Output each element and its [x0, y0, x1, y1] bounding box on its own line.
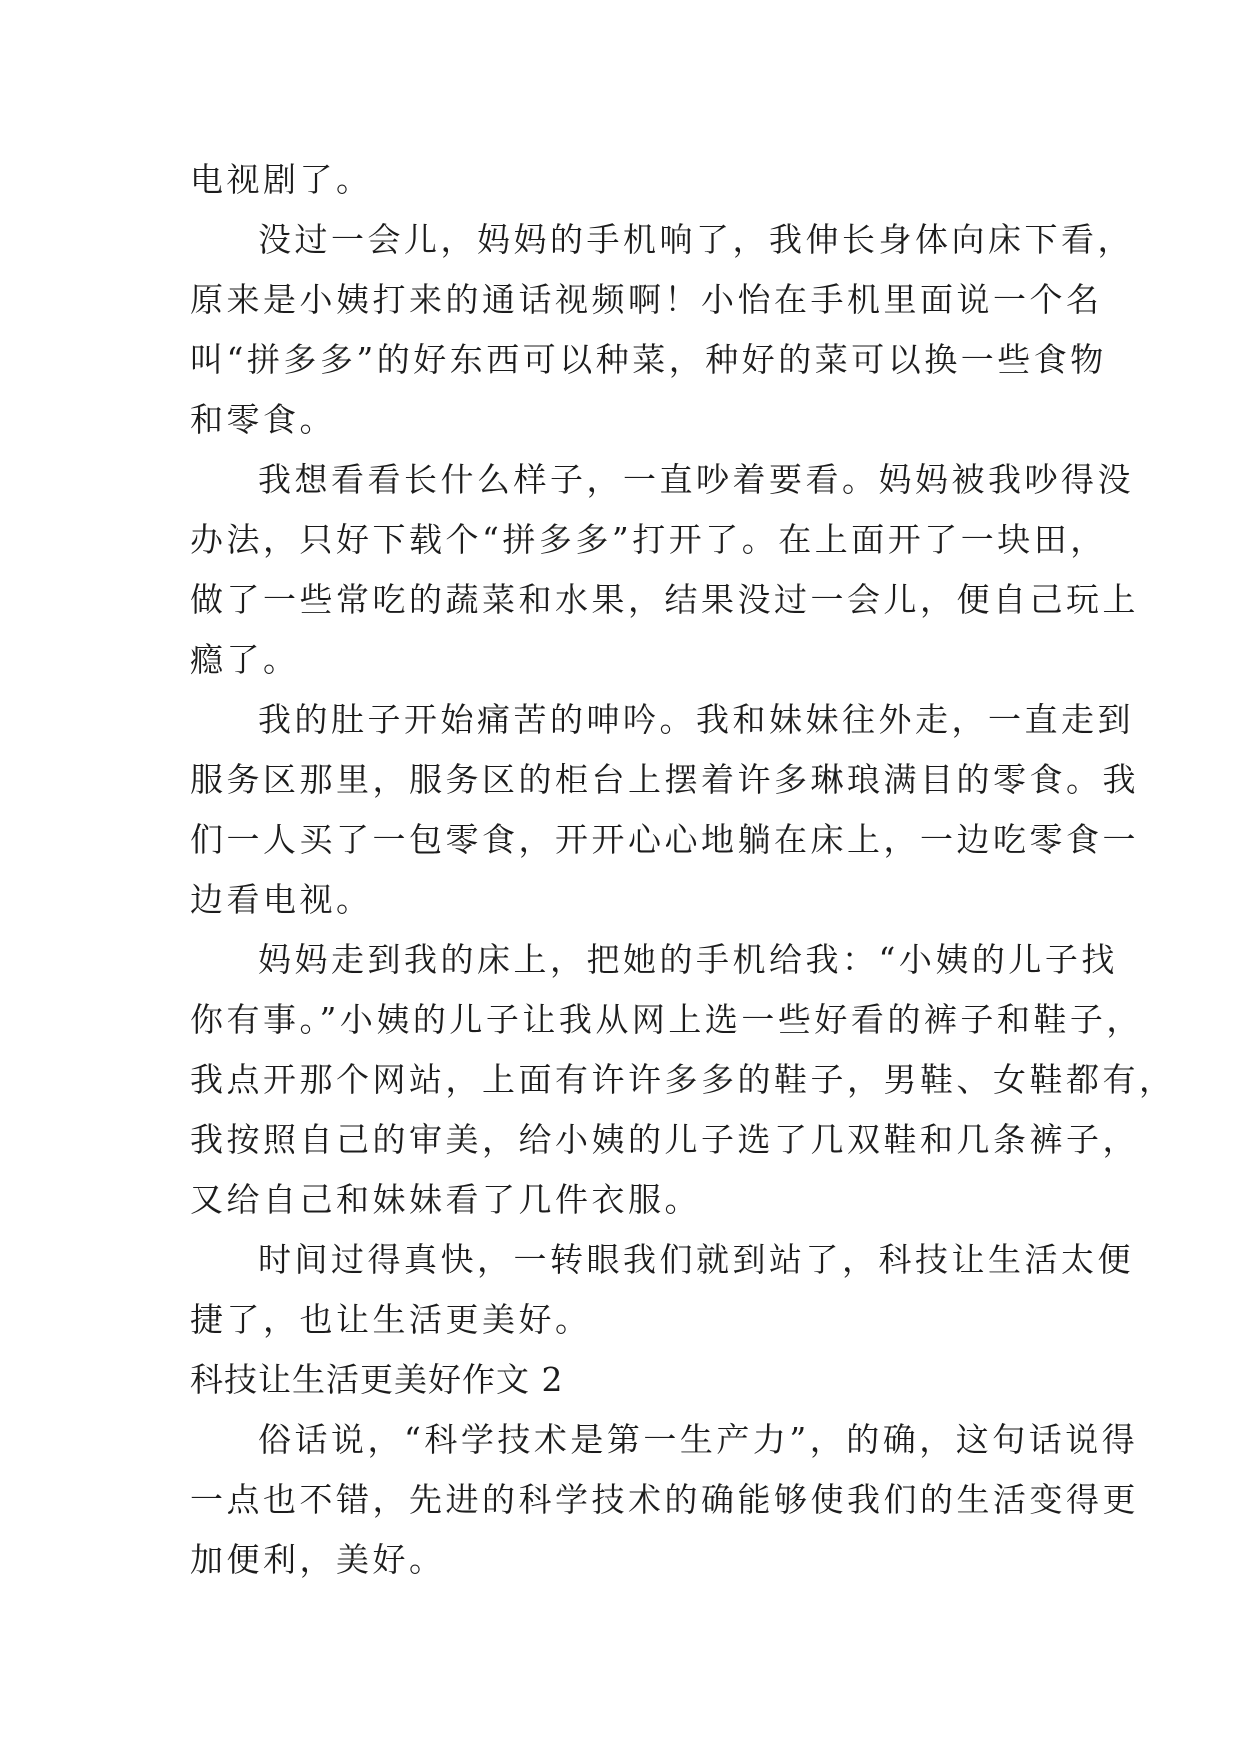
- paragraph-line: 我的肚子开始痛苦的呻吟。我和妹妹往外走，一直走到: [258, 700, 1134, 739]
- paragraph-line: 们一人买了一包零食，开开心心地躺在床上，一边吃零食一: [190, 820, 1139, 859]
- paragraph-line: 和零食。: [190, 400, 336, 439]
- paragraph: [190, 450, 1139, 690]
- paragraph-line: 我点开那个网站，上面有许许多多的鞋子，男鞋、女鞋都有，: [190, 1060, 1176, 1099]
- paragraph-line: 我想看看长什么样子，一直吵着要看。妈妈被我吵得没: [258, 460, 1134, 499]
- paragraph: [190, 690, 1139, 930]
- paragraph-line: 时间过得真快，一转眼我们就到站了，科技让生活太便: [258, 1240, 1134, 1279]
- paragraph-line: 办法，只好下载个“拼多多”打开了。在上面开了一块田，: [190, 520, 1107, 559]
- paragraph-line: 我按照自己的审美，给小姨的儿子选了几双鞋和几条裤子，: [190, 1120, 1139, 1159]
- paragraph-line: 电视剧了。: [190, 160, 373, 199]
- paragraph-line: 捷了，也让生活更美好。: [190, 1300, 592, 1339]
- document-body: [190, 150, 1176, 1590]
- paragraph-line: 加便利，美好。: [190, 1540, 446, 1579]
- paragraph: [190, 1230, 1134, 1350]
- paragraph-line: 一点也不错，先进的科学技术的确能够使我们的生活变得更: [190, 1480, 1139, 1519]
- paragraph-line: 又给自己和妹妹看了几件衣服。: [190, 1180, 701, 1219]
- paragraph-line: 瘾了。: [190, 640, 300, 679]
- paragraph-line: 妈妈走到我的床上，把她的手机给我：“小姨的儿子找: [258, 940, 1118, 979]
- paragraph-line: 原来是小姨打来的通话视频啊！小怡在手机里面说一个名: [190, 280, 1103, 319]
- paragraph-line: 俗话说，“科学技术是第一生产力”，的确，这句话说得: [258, 1420, 1139, 1459]
- paragraph-line: 做了一些常吃的蔬菜和水果，结果没过一会儿，便自己玩上: [190, 580, 1139, 619]
- paragraph-line: 你有事。”小姨的儿子让我从网上选一些好看的裤子和鞋子，: [190, 1000, 1143, 1039]
- paragraph-line: 没过一会儿，妈妈的手机响了，我伸长身体向床下看，: [258, 220, 1134, 259]
- section-heading: 科技让生活更美好作文 2: [190, 1360, 564, 1399]
- paragraph: [190, 210, 1134, 450]
- paragraph: [190, 930, 1176, 1230]
- paragraph-line: 叫“拼多多”的好东西可以种菜，种好的菜可以换一些食物: [190, 340, 1107, 379]
- paragraph-continuation: [190, 150, 1070, 210]
- paragraph: [190, 1410, 1139, 1590]
- paragraph-line: 边看电视。: [190, 880, 373, 919]
- paragraph-line: 服务区那里，服务区的柜台上摆着许多琳琅满目的零食。我: [190, 760, 1139, 799]
